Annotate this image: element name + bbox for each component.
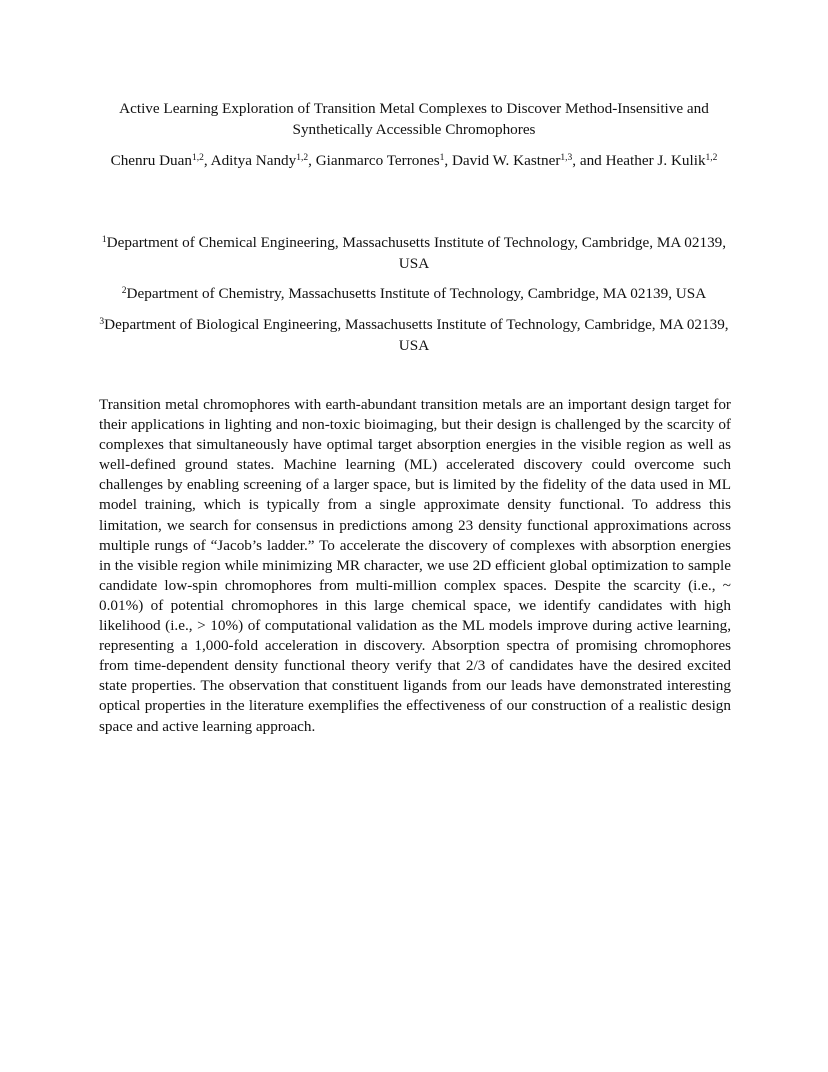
abstract-paragraph: Transition metal chromophores with earth-abundant transition metals are an important design target for their applications in lighting and non-toxic bioimaging, but their design is challenged by the scarcity of complexes that simultaneously have optimal target absorption energies in the visible region as well as well-defined ground states. Machine learning (ML) accelerated discovery could overcome such challenges by enabling screening of a larger space, but is limited by the fidelity of the data used in ML model training, which is typically from a single approximate density functional. To address this limitation, we search for consensus in predictions among 23 density functional approximations across multiple rungs of “Jacob’s ladder.” To accelerate the discovery of complexes with absorption energies in the visible region while minimizing MR character, we use 2D efficient global optimization to sample candidate low-spin chromophores from multi-million complex spaces. Despite the scarcity (i.e., ~ 0.01%) of potential chromophores in this large chemical space, we identify candidates with high likelihood (i.e., > 10%) of computational validation as the ML models improve during active learning, representing a 1,000-fold acceleration in discovery. Absorption spectra of promising chromophores from time-dependent density functional theory verify that 2/3 of candidates have the desired excited state properties. The observation that constituent ligands from our leads have demonstrated interesting optical properties in the literature exemplifies the effectiveness of our construction of a realistic design space and active learning approach.: [99, 396, 731, 735]
affiliation-text: Department of Chemical Engineering, Massachusetts Institute of Technology, Cambridge, MA 02139, USA: [106, 234, 727, 272]
author-list: [100, 150, 728, 171]
author-name: Chenru Duan: [110, 152, 192, 169]
author: [452, 152, 572, 169]
author-separator: ,: [444, 152, 452, 169]
author-affiliation-marker: 1,2: [296, 153, 309, 163]
author-name: David W. Kastner: [451, 152, 561, 169]
affiliation-number: 2: [121, 286, 127, 296]
author: [111, 152, 204, 169]
affiliation-text: Department of Biological Engineering, Massachusetts Institute of Technology, Cambridge, MA 02139, USA: [104, 316, 729, 354]
author-separator: , and: [572, 152, 606, 169]
author-affiliation-marker: 1,2: [191, 153, 204, 163]
affiliation-number: 3: [99, 317, 105, 327]
affiliation-3: [96, 314, 732, 356]
paper-title: Active Learning Exploration of Transition Metal Complexes to Discover Method-Insensitive and Synthetically Accessible Chromophores: [119, 100, 709, 138]
affiliation-1: [96, 232, 732, 274]
author-separator: ,: [308, 152, 316, 169]
author-affiliation-marker: 1: [439, 153, 445, 163]
affiliation-text: Department of Chemistry, Massachusetts Institute of Technology, Cambridge, MA 02139, USA: [126, 285, 707, 302]
author: [606, 152, 718, 169]
author-separator: ,: [203, 152, 211, 169]
affiliation-number: 1: [101, 235, 107, 245]
author-affiliation-marker: 1,3: [560, 153, 573, 163]
author-name: Aditya Nandy: [210, 152, 297, 169]
author-name: Heather J. Kulik: [605, 152, 706, 169]
affiliation-2: [96, 283, 732, 304]
author-affiliation-marker: 1,2: [705, 153, 718, 163]
author: [211, 152, 309, 169]
author-name: Gianmarco Terrones: [315, 152, 440, 169]
author: [316, 152, 445, 169]
